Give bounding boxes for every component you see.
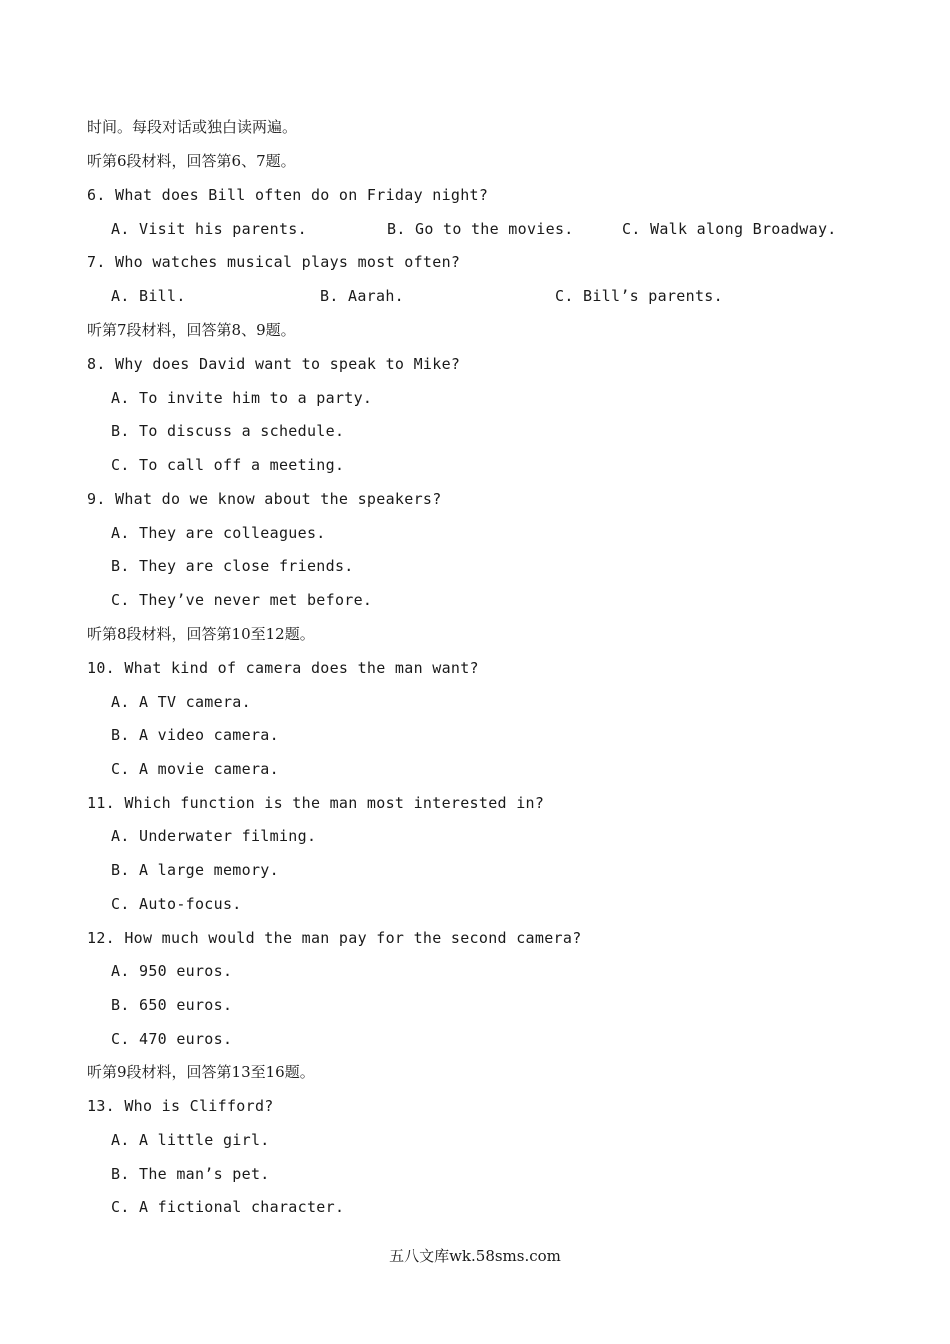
option-6b: B. Go to the movies. — [387, 220, 574, 238]
option-12c: C. 470 euros. — [111, 1030, 233, 1048]
option-7c: C. Bill’s parents. — [555, 287, 723, 305]
option-6c: C. Walk along Broadway. — [622, 220, 837, 238]
question-7: 7. Who watches musical plays most often? — [87, 253, 461, 271]
section-heading-9: 听第9段材料，回答第13至16题。 — [87, 1063, 315, 1081]
options-row-7 — [0, 286, 950, 306]
section-heading-8: 听第8段材料，回答第10至12题。 — [87, 625, 315, 643]
option-8c: C. To call off a meeting. — [111, 456, 345, 474]
option-8a: A. To invite him to a party. — [111, 389, 373, 407]
option-12b: B. 650 euros. — [111, 996, 233, 1014]
option-13a: A. A little girl. — [111, 1131, 270, 1149]
option-7a: A. Bill. — [111, 287, 186, 305]
question-6: 6. What does Bill often do on Friday night? — [87, 186, 489, 204]
question-8: 8. Why does David want to speak to Mike? — [87, 355, 461, 373]
question-11: 11. Which function is the man most interested in? — [87, 794, 545, 812]
option-10a: A. A TV camera. — [111, 693, 251, 711]
section-heading-7: 听第7段材料，回答第8、9题。 — [87, 321, 296, 339]
question-9: 9. What do we know about the speakers? — [87, 490, 442, 508]
option-9c: C. They’ve never met before. — [111, 591, 373, 609]
option-11a: A. Underwater filming. — [111, 827, 317, 845]
option-12a: A. 950 euros. — [111, 962, 233, 980]
option-9a: A. They are colleagues. — [111, 524, 326, 542]
option-10b: B. A video camera. — [111, 726, 279, 744]
option-9b: B. They are close friends. — [111, 557, 354, 575]
option-11b: B. A large memory. — [111, 861, 279, 879]
footer-watermark: 五八文库wk.58sms.com — [389, 1247, 561, 1265]
option-6a: A. Visit his parents. — [111, 220, 307, 238]
option-10c: C. A movie camera. — [111, 760, 279, 778]
option-13b: B. The man’s pet. — [111, 1165, 270, 1183]
options-row-6 — [0, 219, 950, 239]
option-13c: C. A fictional character. — [111, 1198, 345, 1216]
question-13: 13. Who is Clifford? — [87, 1097, 274, 1115]
question-12: 12. How much would the man pay for the second camera? — [87, 929, 582, 947]
option-7b: B. Aarah. — [320, 287, 404, 305]
question-10: 10. What kind of camera does the man want? — [87, 659, 479, 677]
option-11c: C. Auto-focus. — [111, 895, 242, 913]
intro-text: 时间。每段对话或独白读两遍。 — [87, 118, 298, 136]
option-8b: B. To discuss a schedule. — [111, 422, 345, 440]
section-heading-6: 听第6段材料，回答第6、7题。 — [87, 152, 296, 170]
